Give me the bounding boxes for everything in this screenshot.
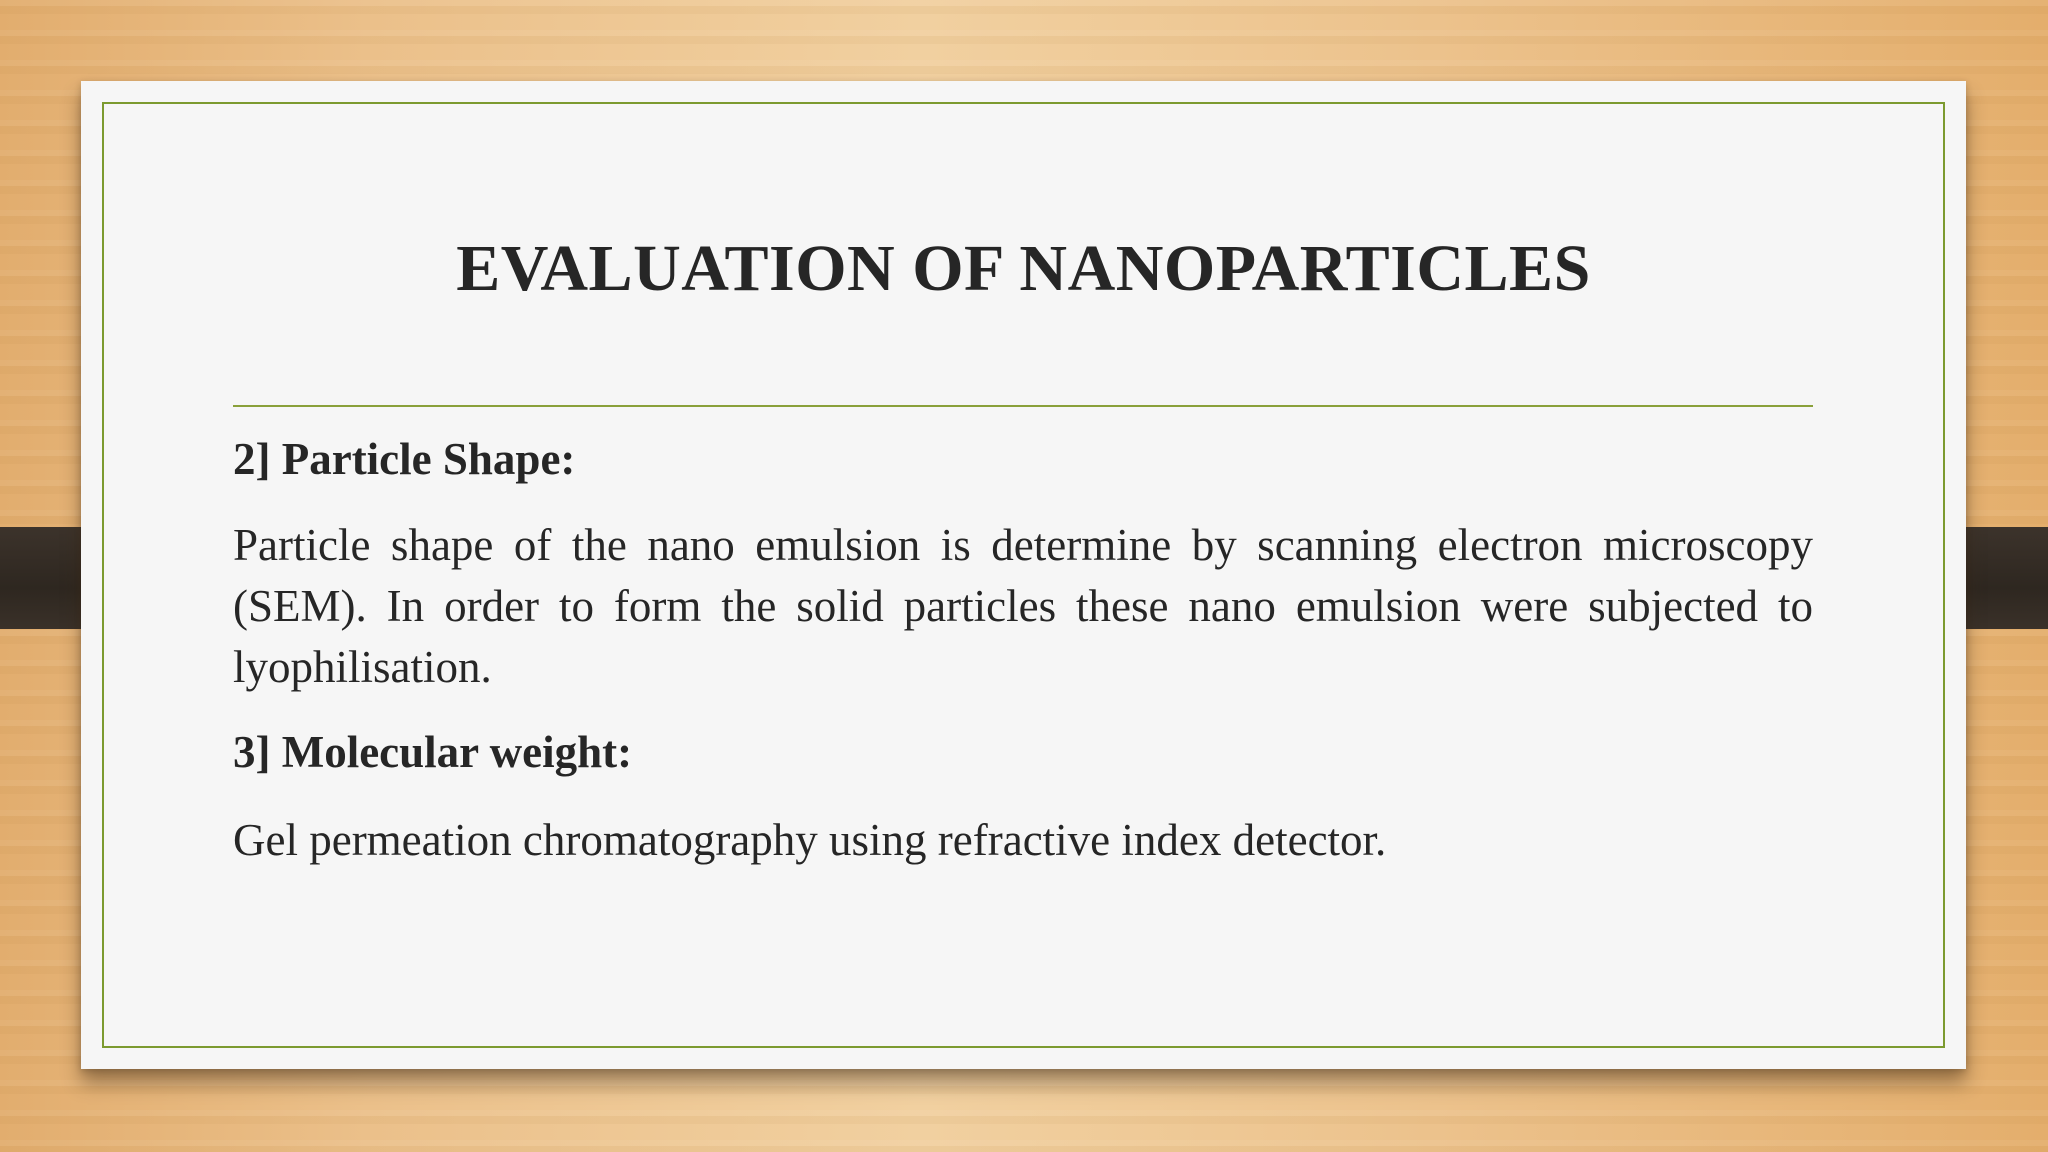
slide-content xyxy=(233,431,1813,871)
section-heading-particle-shape: 2] Particle Shape: xyxy=(233,434,576,484)
section-heading-molecular-weight: 3] Molecular weight: xyxy=(233,727,633,777)
section-body-molecular-weight: Gel permeation chromatography using refractive index detector. xyxy=(233,815,1387,865)
title-divider xyxy=(233,405,1813,407)
slide-title: EVALUATION OF NANOPARTICLES xyxy=(456,232,1591,305)
slide-card xyxy=(81,81,1966,1069)
section-body-particle-shape: Particle shape of the nano emulsion is determine by scanning electron microscopy (SEM). In order to form the solid particles these nano emulsion were subjected to lyophilisation. xyxy=(233,520,1813,692)
